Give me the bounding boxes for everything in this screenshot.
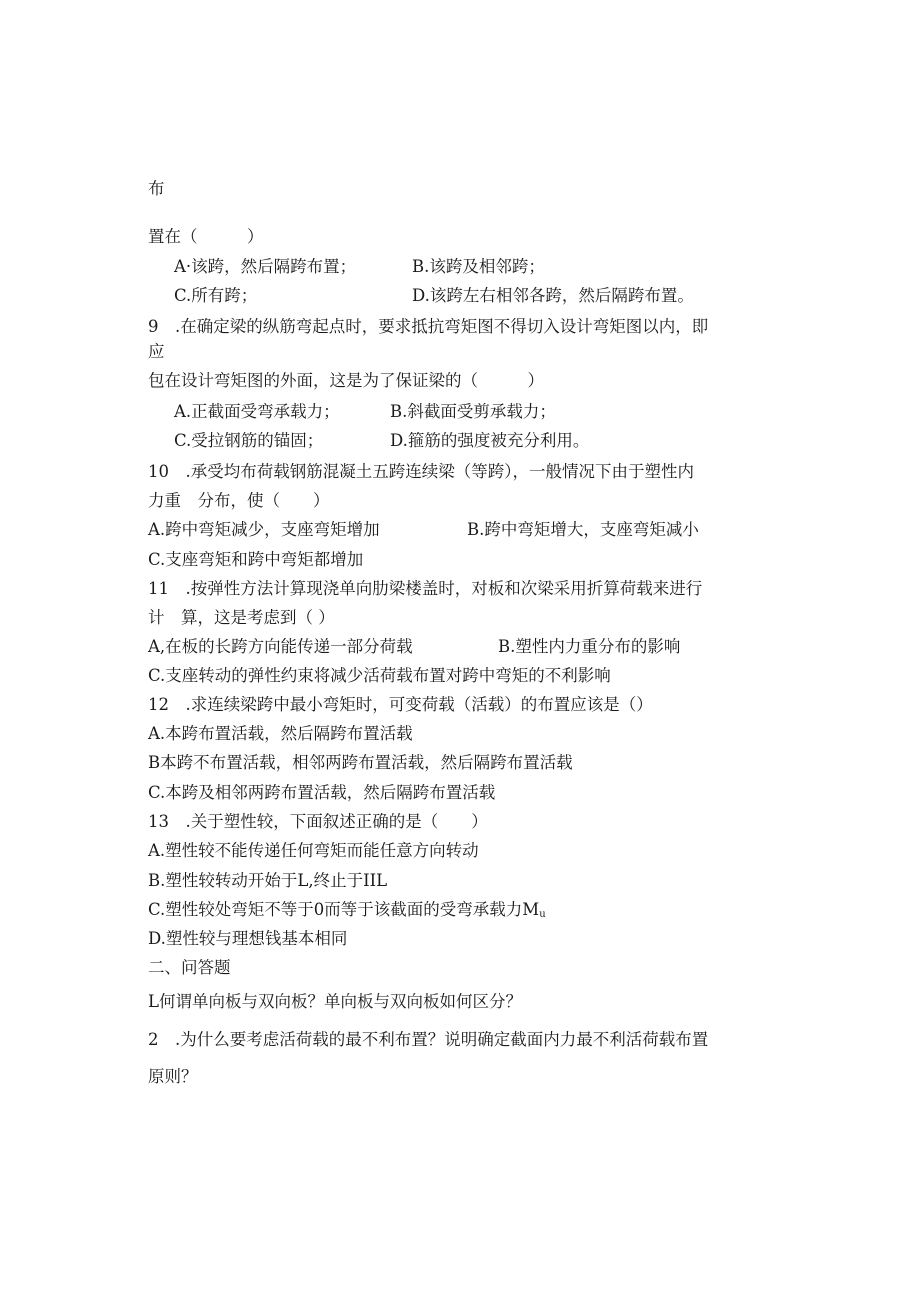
option-b: B.斜截面受剪承载力； bbox=[390, 402, 556, 421]
option-b: B本跨不布置活载，相邻两跨布置活载，然后隔跨布置活载 bbox=[148, 753, 573, 772]
question-9: 9 .在确定梁的纵筋弯起点时，要求抵抗弯矩图不得切入设计弯矩图以内，即 bbox=[148, 317, 709, 336]
text-line: 包在设计弯矩图的外面，这是为了保证梁的（ ） bbox=[148, 371, 544, 390]
option-a: A.跨中弯矩减少，支座弯矩增加 bbox=[148, 520, 380, 539]
question-2: 2 .为什么要考虑活荷载的最不利布置？说明确定截面内力最不利活荷载布置 bbox=[148, 1030, 709, 1049]
question-10: 10 .承受均布荷载钢筋混凝土五跨连续梁（等跨），一般情况下由于塑性内 bbox=[148, 462, 694, 481]
question-12: 12 .求连续梁跨中最小弯矩时，可变荷载（活载）的布置应该是（） bbox=[148, 695, 653, 714]
option-d: D.箍筋的强度被充分利用。 bbox=[390, 431, 590, 450]
option-c: C.所有跨； bbox=[174, 286, 258, 305]
text-line: 应 bbox=[148, 342, 165, 361]
question-13: 13 .关于塑性较，下面叙述正确的是（ ） bbox=[148, 812, 488, 831]
option-a: A.塑性较不能传递任何弯矩而能任意方向转动 bbox=[148, 841, 479, 860]
question-11: 11 .按弹性方法计算现浇单向肋梁楼盖时，对板和次梁采用折算荷载来进行 bbox=[148, 579, 703, 598]
option-b: B.跨中弯矩增大，支座弯矩减小 bbox=[467, 520, 699, 539]
option-b: B.塑性内力重分布的影响 bbox=[498, 637, 681, 656]
option-a: A,在板的长跨方向能传递一部分荷载 bbox=[148, 637, 413, 656]
option-c bbox=[148, 899, 546, 926]
text-line: 计 算，这是考虑到（ ） bbox=[148, 608, 335, 627]
option-b: B.该跨及相邻跨； bbox=[412, 257, 545, 276]
option-c-text: C.塑性较处弯矩不等于0而等于该截面的受弯承载力M bbox=[148, 900, 540, 919]
text-line: 原则？ bbox=[148, 1067, 198, 1086]
text-line: 力重 分布，使（ ） bbox=[148, 491, 330, 510]
option-c: C.支座弯矩和跨中弯矩都增加 bbox=[148, 550, 364, 569]
option-d: D.该跨左右相邻各跨，然后隔跨布置。 bbox=[412, 286, 694, 305]
option-b: B.塑性较转动开始于L,终止于IIL bbox=[148, 871, 388, 890]
option-a: A.本跨布置活载，然后隔跨布置活载 bbox=[148, 724, 413, 743]
subscript: u bbox=[539, 909, 546, 920]
option-c: C.受拉钢筋的锚固； bbox=[174, 431, 324, 450]
section-heading: 二、问答题 bbox=[148, 958, 231, 977]
text-line: 置在（ ） bbox=[148, 227, 264, 246]
option-c: C.支座转动的弹性约束将减少活荷载布置对跨中弯矩的不利影响 bbox=[148, 666, 611, 685]
option-c: C.本跨及相邻两跨布置活载，然后隔跨布置活载 bbox=[148, 783, 496, 802]
option-a: A.正截面受弯承载力； bbox=[174, 402, 340, 421]
text-line: 布 bbox=[148, 179, 165, 198]
option-d: D.塑性较与理想钱基本相同 bbox=[148, 929, 348, 948]
question-1: L何谓单向板与双向板？单向板与双向板如何区分？ bbox=[148, 992, 522, 1011]
option-a: A·该跨，然后隔跨布置； bbox=[174, 257, 357, 276]
